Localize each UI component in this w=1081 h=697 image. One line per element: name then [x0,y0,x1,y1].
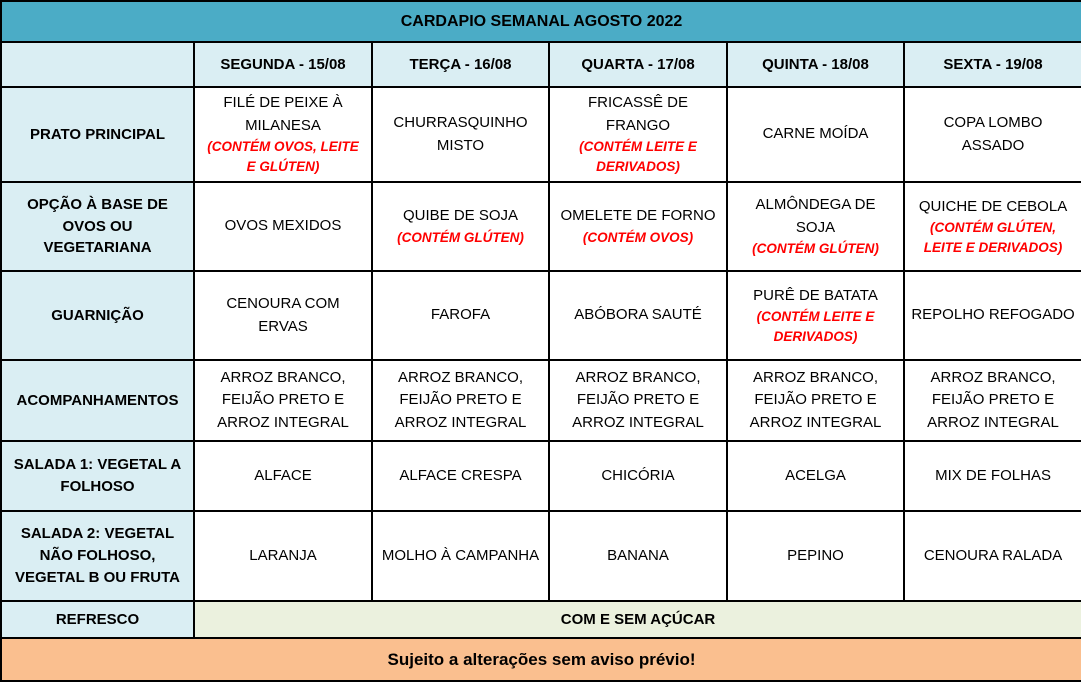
row-opcao-ovos-vegetariana [1,182,1081,271]
menu-item: FAROFA [430,306,491,324]
menu-cell [727,441,904,511]
allergen-note: (CONTÉM GLÚTEN) [752,241,879,257]
row-label: ACOMPANHAMENTOS [1,360,194,441]
title-row [1,1,1081,42]
menu-cell [727,360,904,441]
row-label: SALADA 1: VEGETAL A FOLHOSO [1,441,194,511]
menu-item: ABÓBORA SAUTÉ [574,306,702,324]
menu-item: CHICÓRIA [601,466,675,484]
menu-cell [372,360,549,441]
menu-item: ARROZ BRANCO, FEIJÃO PRETO E ARROZ INTEGRAL [749,368,882,431]
row-label: SALADA 2: VEGETAL NÃO FOLHOSO, VEGETAL B OU FRUTA [1,511,194,601]
row-guarnicao [1,271,1081,360]
menu-cell [372,511,549,601]
menu-cell [549,182,727,271]
menu-item: CARNE MOÍDA [762,125,869,143]
corner-cell [1,42,194,87]
menu-cell [727,182,904,271]
menu-cell [727,511,904,601]
menu-cell [194,511,372,601]
day-header-monday: SEGUNDA - 15/08 [194,42,372,87]
menu-item: COPA LOMBO ASSADO [943,114,1043,154]
menu-cell [904,511,1081,601]
page-title: CARDAPIO SEMANAL AGOSTO 2022 [1,1,1081,42]
allergen-note: (CONTÉM OVOS) [582,229,694,245]
footer-row [1,638,1081,681]
day-header-thursday: QUINTA - 18/08 [727,42,904,87]
menu-item: OMELETE DE FORNO [560,207,716,225]
menu-item: REPOLHO REFOGADO [911,306,1075,324]
menu-item: MOLHO À CAMPANHA [381,546,540,564]
menu-item: QUICHE DE CEBOLA [918,197,1068,215]
menu-cell [372,271,549,360]
menu-cell [727,87,904,182]
menu-item: ARROZ BRANCO, FEIJÃO PRETO E ARROZ INTEGRAL [217,368,349,431]
menu-item: ACELGA [785,466,846,484]
day-header-tuesday: TERÇA - 16/08 [372,42,549,87]
menu-item: PEPINO [787,546,844,564]
menu-cell [549,360,727,441]
menu-cell [549,441,727,511]
row-label: GUARNIÇÃO [1,271,194,360]
menu-cell [904,360,1081,441]
allergen-note: (CONTÉM LEITE E DERIVADOS) [579,139,697,174]
menu-item: ARROZ BRANCO, FEIJÃO PRETO E ARROZ INTEGRAL [394,368,527,431]
menu-item: FRICASSÊ DE FRANGO [587,94,689,134]
menu-cell [549,87,727,182]
menu-item: FILÉ DE PEIXE À MILANESA [223,94,343,134]
row-acompanhamentos [1,360,1081,441]
row-label: OPÇÃO À BASE DE OVOS OU VEGETARIANA [1,182,194,271]
menu-cell [904,271,1081,360]
menu-cell [549,511,727,601]
menu-item: ALFACE CRESPA [399,466,522,484]
row-refresco [1,601,1081,638]
menu-item: CENOURA RALADA [923,546,1063,564]
menu-cell [727,271,904,360]
menu-item: ALFACE [254,466,312,484]
menu-cell [904,441,1081,511]
row-prato-principal [1,87,1081,182]
menu-item: OVOS MEXIDOS [224,217,342,235]
menu-cell [372,87,549,182]
menu-cell [194,441,372,511]
menu-item: CHURRASQUINHO MISTO [393,114,528,154]
menu-cell [194,182,372,271]
menu-item: QUIBE DE SOJA [402,207,519,225]
menu-item: CENOURA COM ERVAS [226,295,340,335]
menu-item: PURÊ DE BATATA [753,286,878,304]
menu-item: MIX DE FOLHAS [935,466,1051,484]
row-label: PRATO PRINCIPAL [1,87,194,182]
row-salada-2 [1,511,1081,601]
day-header-friday: SEXTA - 19/08 [904,42,1081,87]
day-header-row [1,42,1081,87]
allergen-note: (CONTÉM GLÚTEN) [397,229,524,245]
menu-cell [904,182,1081,271]
footer-note: Sujeito a alterações sem aviso prévio! [1,638,1081,681]
allergen-note: (CONTÉM GLÚTEN, LEITE E DERIVADOS) [923,220,1063,255]
allergen-note: (CONTÉM OVOS, LEITE E GLÚTEN) [207,139,359,174]
menu-cell [904,87,1081,182]
menu-item: ARROZ BRANCO, FEIJÃO PRETO E ARROZ INTEGRAL [572,368,704,431]
menu-cell [549,271,727,360]
menu-cell [194,271,372,360]
menu-item: ARROZ BRANCO, FEIJÃO PRETO E ARROZ INTEGRAL [927,368,1059,431]
menu-cell [372,182,549,271]
menu-cell [372,441,549,511]
allergen-note: (CONTÉM LEITE E DERIVADOS) [756,309,875,344]
row-label: REFRESCO [1,601,194,638]
menu-cell [194,87,372,182]
row-salada-1 [1,441,1081,511]
menu-cell [194,360,372,441]
day-header-wednesday: QUARTA - 17/08 [549,42,727,87]
menu-item: ALMÔNDEGA DE SOJA [755,196,876,236]
refresco-value: COM E SEM AÇÚCAR [194,601,1081,638]
menu-item: BANANA [607,546,669,564]
menu-item: LARANJA [249,546,317,564]
